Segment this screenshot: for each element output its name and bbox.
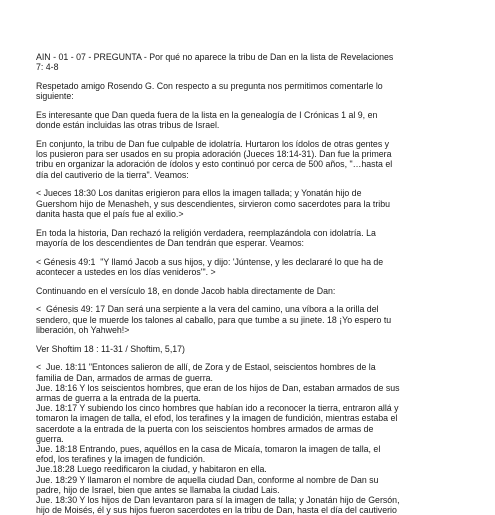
text-line: < Jueces 18:30 Los danitas erigieron para ellos la imagen tallada; y Yonatán hijo de: [36, 188, 362, 199]
text-line: tomaron la imagen de talla, el efod, los terafines y la imagen de fundición, mientras estaba el: [36, 413, 398, 424]
text-line: padre, hijo de Israel, bien que antes se llamaba la ciudad Lais.: [36, 484, 280, 495]
reference-line: [36, 344, 460, 354]
intro-paragraph: [36, 110, 460, 130]
genesis-quote-2: [36, 304, 460, 335]
text-line: acontecer a ustedes en los días venideros'". >: [36, 266, 216, 277]
text-line: Respetado amigo Rosendo G. Con respecto a su pregunta nos permitimos comentarle lo: [36, 81, 383, 91]
text-line: < Génesis 49: 17 Dan será una serpiente a la vera del camino, una víbora a la orilla del: [36, 304, 379, 315]
text-line: día del cautiverio de la tierra". Veamos:: [36, 169, 189, 180]
text-line: Jue.18:28 Luego reedificaron la ciudad, y habitaron en ella.: [36, 464, 267, 475]
text-line: familia de Dan, armados de armas de guerra.: [36, 372, 214, 383]
text-line: hijo de Moisés, él y sus hijos fueron sacerdotes en la tribu de Dan, hasta el día del cautiverio: [36, 505, 397, 515]
text-line: tribu en organizar la adoración de ídolos y esto continuó por cerca de 500 años, "…hasta el: [36, 159, 393, 170]
document-page: [36, 52, 460, 515]
text-line: armas de guerra a la entrada de la puerta.: [36, 393, 201, 404]
text-line: Jue. 18:30 Y los hijos de Dan levantaron para sí la imagen de talla; y Jonatán hijo de Gersón,: [36, 495, 400, 506]
text-line: guerra.: [36, 433, 64, 444]
genesis-quote-1: [36, 257, 460, 277]
text-line: < Jue. 18:11 "Entonces salieron de allí, de Zora y de Estaol, seiscientos hombres de la: [36, 362, 376, 373]
text-line: Jue. 18:16 Y los seiscientos hombres, que eran de los hijos de Dan, estaban armados de sus: [36, 382, 400, 393]
text-line: < Génesis 49:1 "Y llamó Jacob a sus hijos, y dijo: 'Júntense, y les declararé lo que ha de: [36, 256, 384, 267]
greeting-paragraph: [36, 81, 460, 101]
text-line: mayoría de los descendientes de Dan tendrán que esperar. Veamos:: [36, 237, 304, 248]
text-line: 7: 4-8: [36, 62, 59, 73]
text-line: liberación, oh Yahweh!>: [36, 324, 130, 335]
text-line: Jue. 18:29 Y llamaron el nombre de aquella ciudad Dan, conforme al nombre de Dan su: [36, 474, 379, 485]
text-line: AIN - 01 - 07 - PREGUNTA - Por qué no aparece la tribu de Dan en la lista de Revelaciones: [36, 52, 394, 62]
text-line: Continuando en el versículo 18, en donde Jacob habla directamente de Dan:: [36, 285, 336, 296]
text-line: sendero, que le muerde los talones al caballo, para que tumbe a su jinete. 18 ¡Yo espero tu: [36, 314, 392, 325]
text-line: Jue. 18:18 Entrando, pues, aquéllos en la casa de Micaía, tomaron la imagen de talla, el: [36, 444, 381, 455]
history-paragraph: [36, 228, 460, 248]
judges-verses-block: [36, 362, 460, 515]
text-line: En toda la historia, Dan rechazó la religión verdadera, reemplazándola con idolatría. La: [36, 227, 376, 238]
text-line: siguiente:: [36, 91, 74, 102]
text-line: Jue. 18:17 Y subiendo los cinco hombres que habían ido a reconocer la tierra, entraron allá y: [36, 403, 399, 414]
text-line: Es interesante que Dan queda fuera de la lista en la genealogía de I Crónicas 1 al 9, en: [36, 110, 378, 120]
continuation-paragraph: [36, 286, 460, 296]
text-line: sacerdote a la entrada de la puerta con los seiscientos hombres armados de armas de: [36, 423, 374, 434]
text-line: En conjunto, la tribu de Dan fue culpable de idolatría. Hurtaron los ídolos de otras gentes y: [36, 139, 390, 149]
text-line: donde están incluidas las otras tribus de Israel.: [36, 120, 220, 131]
text-line: danita hasta que el país fue al exilio.>: [36, 208, 184, 219]
text-line: Guershom hijo de Menasheh, y sus descendientes, sirvieron como sacerdotes para la tribu: [36, 198, 391, 209]
text-line: efod, los terafines y la imagen de fundición.: [36, 454, 206, 465]
idolatry-paragraph: [36, 139, 460, 180]
text-line: Ver Shoftim 18 : 11-31 / Shoftim, 5,17): [36, 343, 185, 354]
question-heading: [36, 52, 460, 72]
judges-quote-paragraph: [36, 188, 460, 219]
text-line: los pusieron para ser usados en su propia adoración (Jueces 18:14-31). Dan fue la primera: [36, 149, 392, 160]
